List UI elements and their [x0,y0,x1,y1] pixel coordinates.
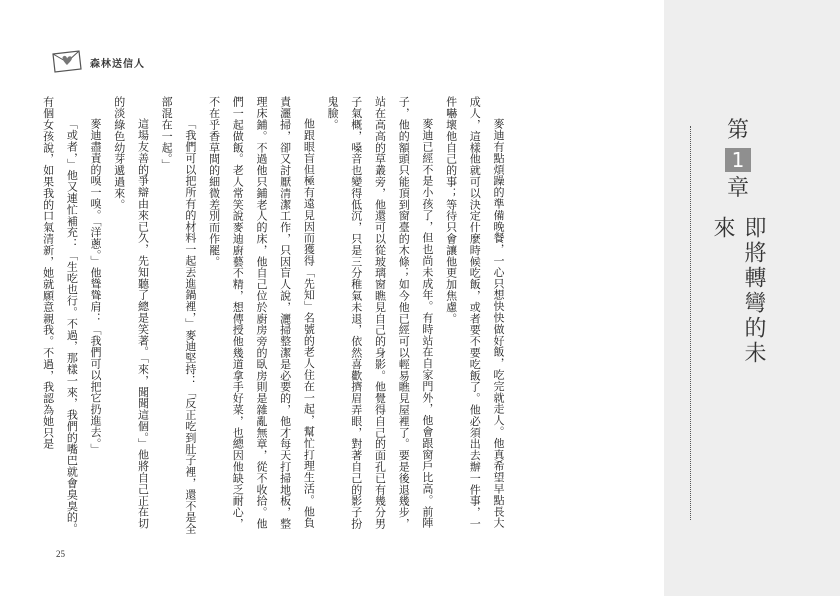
chapter-heading [710,118,766,378]
body-paragraph: 麥迪已經不是小孩了，但也尚未成年。有時站在自家門外，他會跟窗戶比高。前陣子，他的額頭只能頂到窗臺的木條；如今他已經可以輕易瞧見屋裡了。要是後退幾步，站在高高的草叢旁，他還可以從玻璃窗瞧見自己的身影。他覺得自己的面孔已有幾分男子氣概，嗓音也變得低沉，只是三分稚氣未退，依然喜歡擠眉弄眼，對著自己的影子扮鬼臉。 [326,96,434,530]
chapter-prefix: 第 [726,118,749,143]
chapter-title: 即將轉彎的未來 [710,216,766,367]
body-paragraph: 「或者，」他又連忙補充：「生吃也行。不過，那樣一來，我們的嘴巴就會臭臭的。有個女孩說，如果我的口氣清新，她就願意親我。不過，我認為她只是 [41,96,79,535]
book-title-running-head: 森林送信人 [90,59,145,70]
chapter-number-badge: 1 [725,148,751,172]
chapter-body-text [41,96,510,536]
page-number: 25 [56,549,65,559]
body-paragraph: 麥迪有點煩躁的準備晚餐，一心只想快快做好飯，吃完就走人。他真希望早點長大成人，這樣他就可以決定什麼時候吃飯，或者要不要吃飯了。他必須出去辦一件事，一件嚇壞他自己的事；等待只會讓他更加焦慮。 [444,96,505,530]
body-paragraph: 「我們可以把所有的材料一起丟進鍋裡，」麥迪堅持：「反正吃到肚子裡，還不是全部混在一起。」 [160,96,197,535]
book-logo [50,48,170,74]
body-paragraph: 麥迪盡責的嗅一嗅。「洋蔥。」他聳聳肩：「我們可以把它扔進去。」 [89,118,103,455]
envelope-heart-icon [50,48,84,74]
body-paragraph: 這場友善的爭辯由來已久，先知聽了總是笑著。「來，聞聞這個。」他將自己正在切的淡綠色幼芽遞過來。 [112,96,150,529]
body-paragraph: 他跟眼盲但極有遠見因而獲得「先知」名號的老人住在一起，幫忙打理生活。他負責灑掃，卻又討厭清潔工作，只因盲人說，灑掃整潔是必要的，他才每天打掃地板，整理床鋪。不過他只鋪老人的床，他自己位於廚房旁的臥房則是雜亂無章，從不收拾。他們一起做飯。老人常笑說麥迪廚藝不精，想傳授他幾道拿手好菜，也總因他缺乏耐心，不在乎香草間的細微差別而作罷。 [207,96,316,530]
chapter-suffix: 章 [726,176,749,202]
dotted-divider [690,126,691,520]
